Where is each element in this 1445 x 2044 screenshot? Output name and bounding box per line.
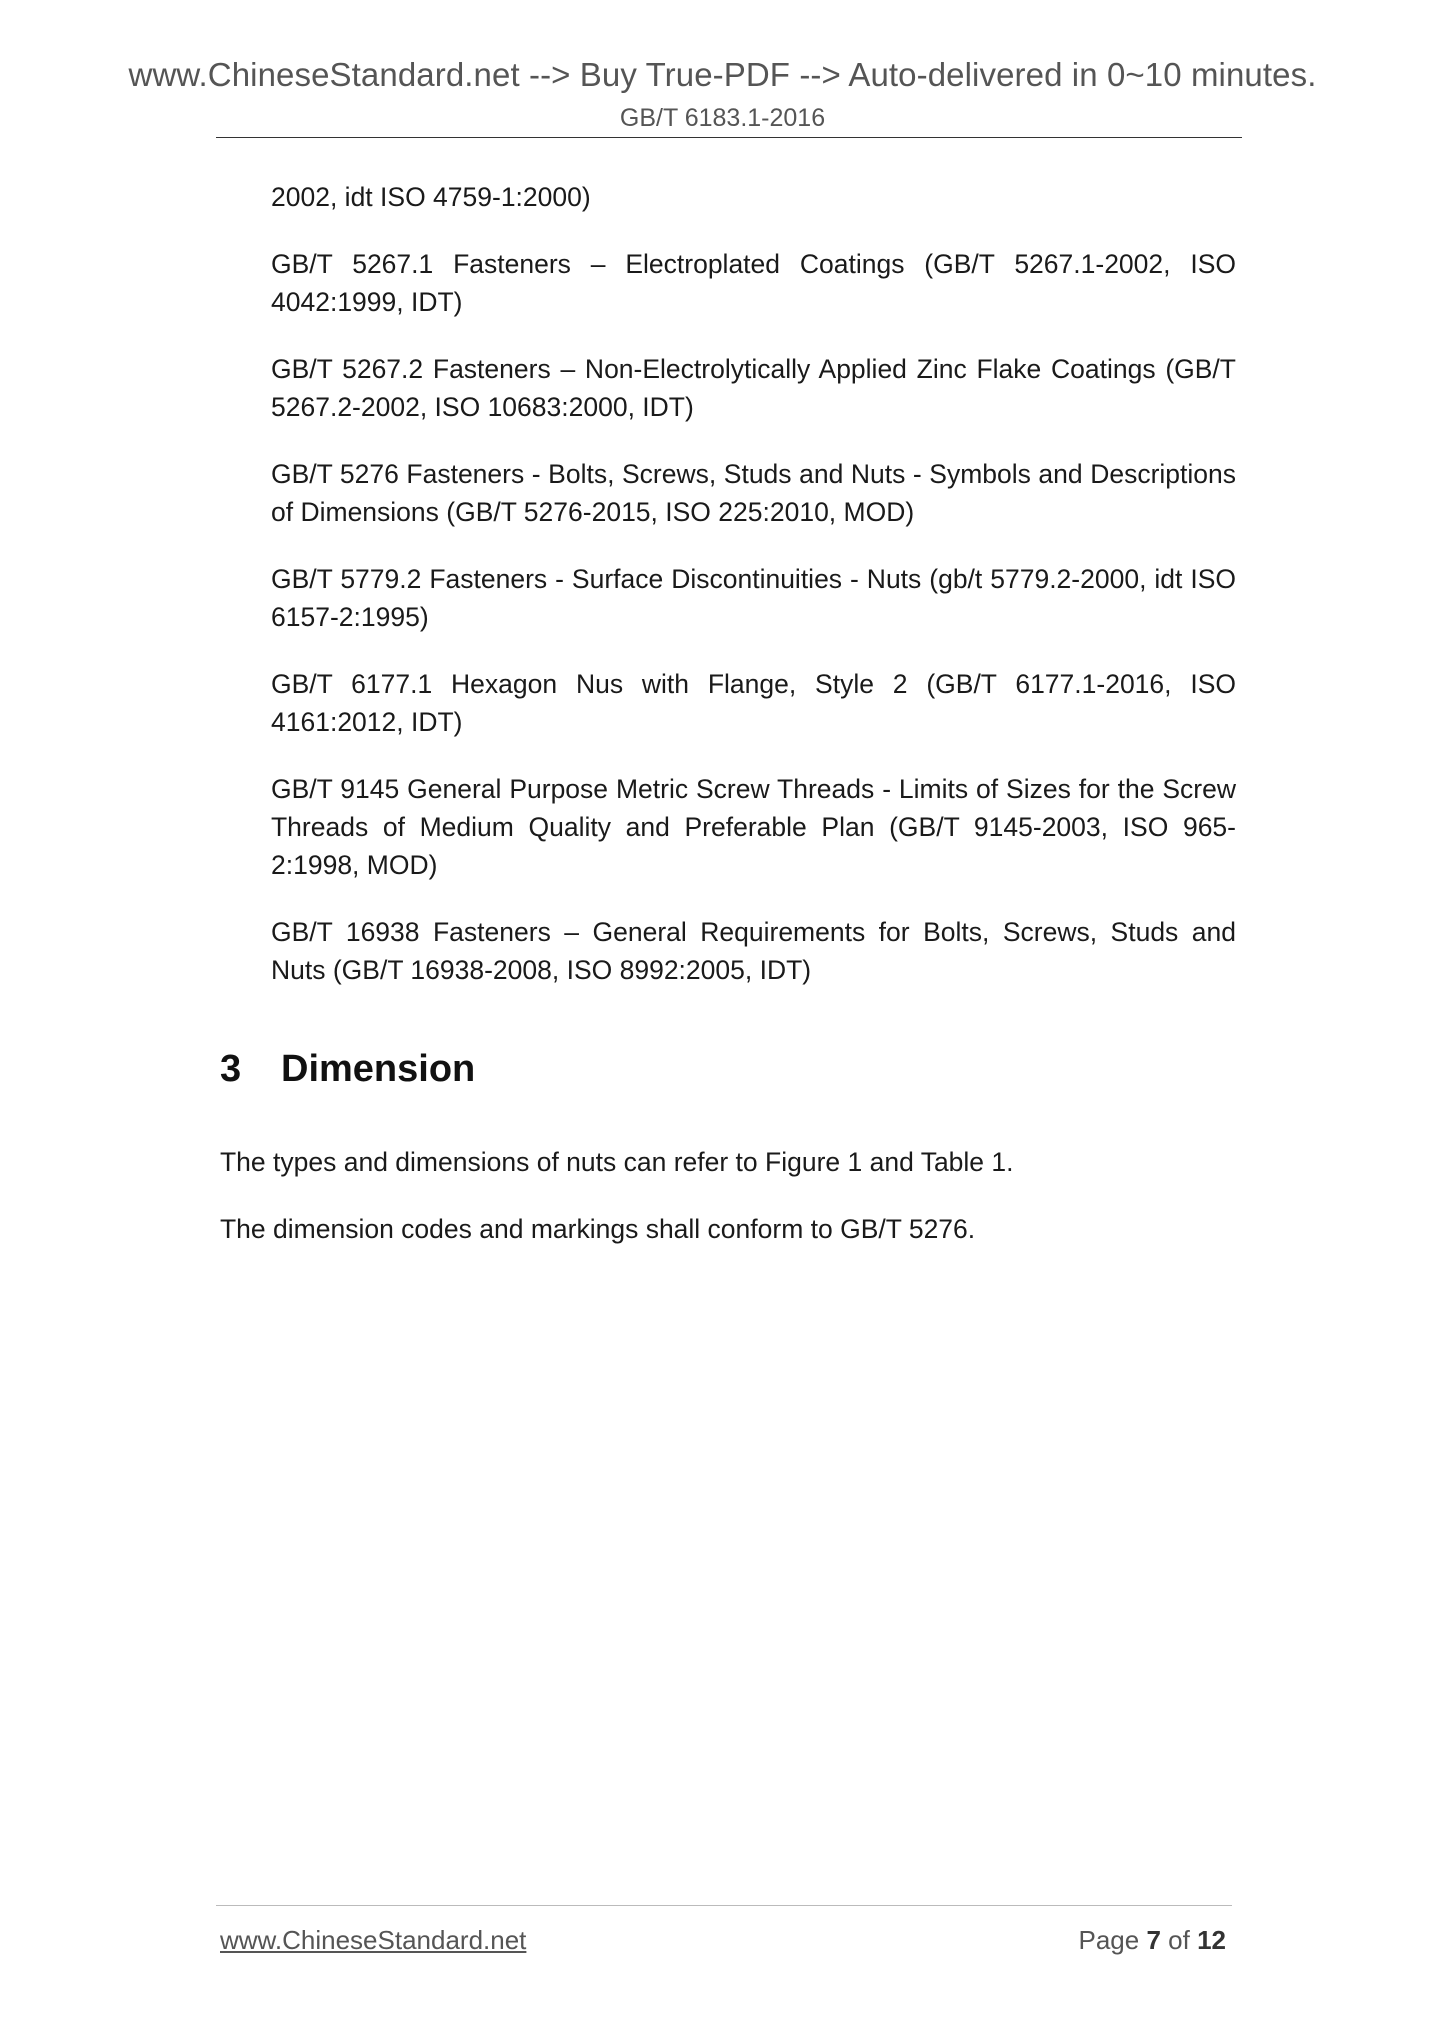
reference-item: GB/T 5779.2 Fasteners - Surface Discontinuities - Nuts (gb/t 5779.2-2000, idt ISO 6157-2:1995) xyxy=(271,564,1236,632)
page-prefix: Page xyxy=(1078,1925,1140,1955)
footer-website-link[interactable]: www.ChineseStandard.net xyxy=(220,1925,527,1955)
header-divider xyxy=(216,137,1242,138)
total-pages: 12 xyxy=(1197,1925,1226,1955)
reference-item: GB/T 16938 Fasteners – General Requirements for Bolts, Screws, Studs and Nuts (GB/T 16938-2008, ISO 8992:2005, IDT) xyxy=(271,917,1236,985)
section-paragraph: The dimension codes and markings shall conform to GB/T 5276. xyxy=(220,1214,976,1244)
reference-item: GB/T 5267.1 Fasteners – Electroplated Coatings (GB/T 5267.1-2002, ISO 4042:1999, IDT) xyxy=(271,249,1236,317)
reference-item: GB/T 6177.1 Hexagon Nus with Flange, Style 2 (GB/T 6177.1-2016, ISO 4161:2012, IDT) xyxy=(271,669,1236,737)
reference-item: GB/T 9145 General Purpose Metric Screw Threads - Limits of Sizes for the Screw Threads of Medium Quality and Preferable Plan (GB/T 9145-2003, ISO 965-2:1998, MOD) xyxy=(271,774,1236,880)
reference-item: GB/T 5276 Fasteners - Bolts, Screws, Studs and Nuts - Symbols and Descriptions of Dimensions (GB/T 5276-2015, ISO 225:2010, MOD) xyxy=(271,459,1236,527)
reference-item: 2002, idt ISO 4759-1:2000) xyxy=(271,182,591,212)
header-banner: www.ChineseStandard.net --> Buy True-PDF --> Auto-delivered in 0~10 minutes. xyxy=(128,56,1317,93)
section-paragraph: The types and dimensions of nuts can refer to Figure 1 and Table 1. xyxy=(220,1147,1014,1177)
current-page: 7 xyxy=(1146,1925,1161,1955)
standard-number: GB/T 6183.1-2016 xyxy=(619,104,826,132)
section-number: 3 xyxy=(220,1048,242,1090)
page-of: of xyxy=(1168,1925,1190,1955)
section-title: Dimension xyxy=(281,1048,476,1090)
page-indicator xyxy=(1078,1925,1226,1956)
section-heading xyxy=(220,1048,475,1091)
footer-divider xyxy=(216,1905,1232,1906)
normative-references-list xyxy=(271,178,1236,1018)
reference-item: GB/T 5267.2 Fasteners – Non-Electrolytically Applied Zinc Flake Coatings (GB/T 5267.2-2002, ISO 10683:2000, IDT) xyxy=(271,354,1236,422)
